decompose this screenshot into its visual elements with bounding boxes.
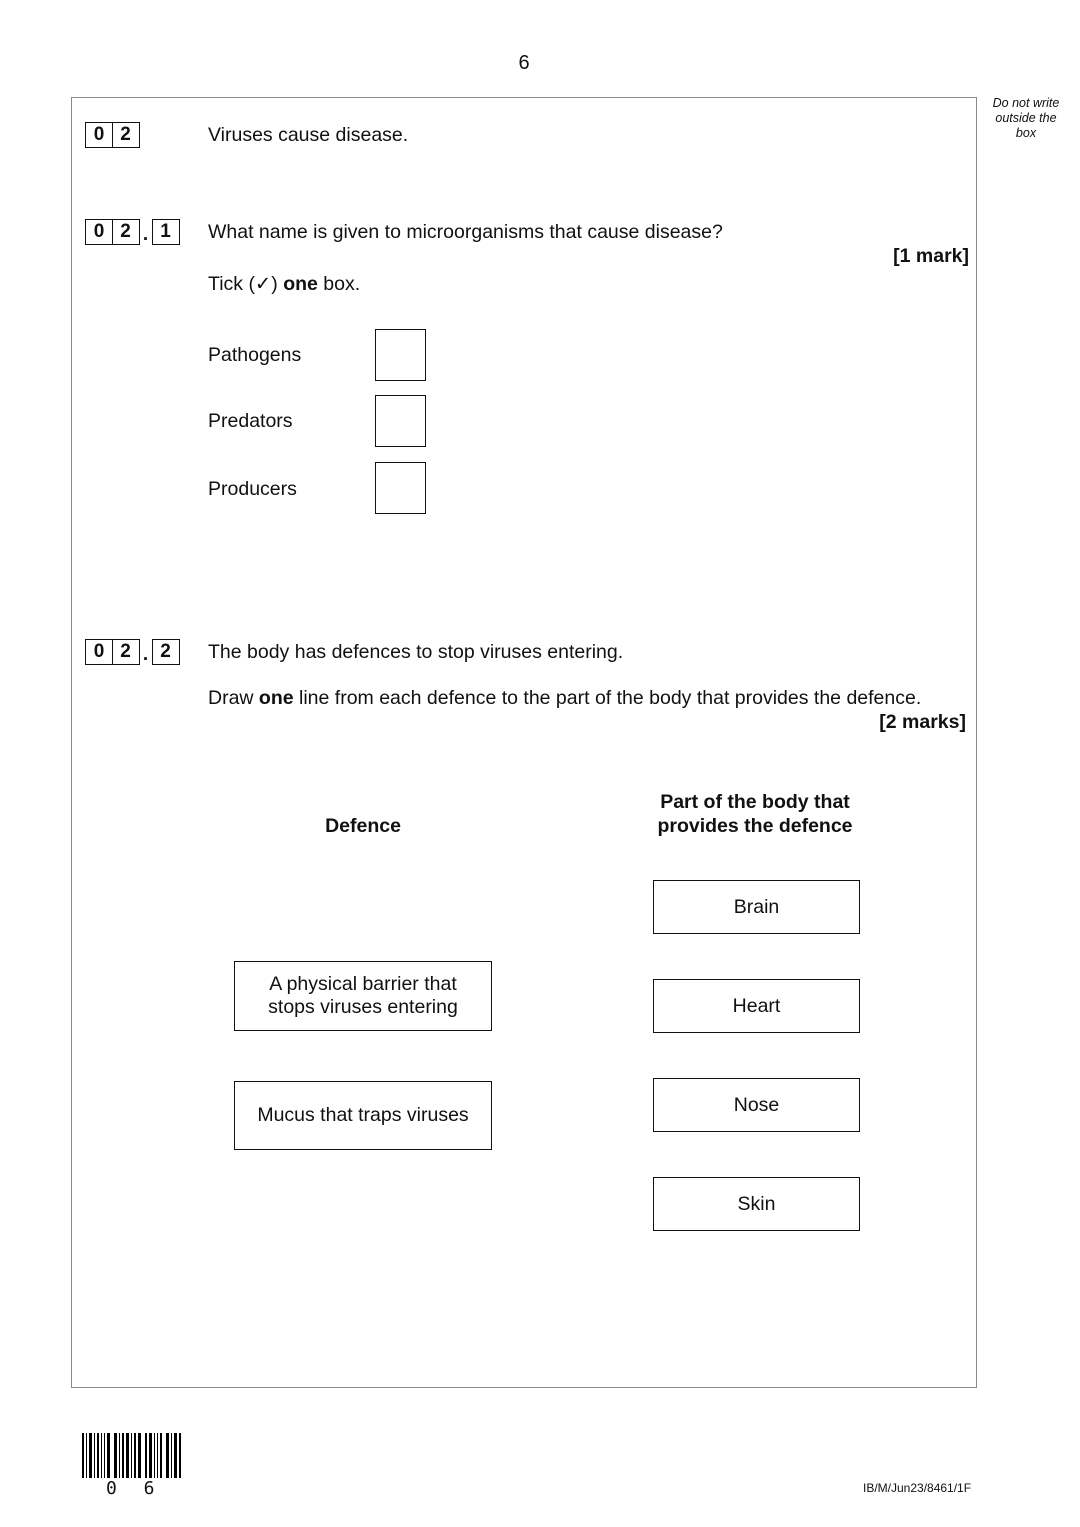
question-digit: 0 xyxy=(85,122,113,148)
defence-column-heading: Defence xyxy=(325,815,401,837)
defence-box-physical-barrier[interactable]: A physical barrier that stops viruses entering xyxy=(234,961,492,1031)
body-part-box-heart[interactable]: Heart xyxy=(653,979,860,1033)
question-digit: 0 xyxy=(85,639,113,665)
option-label-predators: Predators xyxy=(208,410,293,432)
defence-box-mucus[interactable]: Mucus that traps viruses xyxy=(234,1081,492,1150)
question-digit: 0 xyxy=(85,219,113,245)
question-digit: 2 xyxy=(112,639,140,665)
question-number-02 xyxy=(85,122,140,148)
marks-label: [1 mark] xyxy=(893,245,969,267)
question-02-stem: Viruses cause disease. xyxy=(208,124,409,146)
question-02-1-prompt: What name is given to microorganisms that cause disease? xyxy=(208,221,723,243)
draw-line-instruction: Draw one line from each defence to the part of the body that provides the defence. xyxy=(208,687,922,709)
body-part-box-skin[interactable]: Skin xyxy=(653,1177,860,1231)
question-dot: . xyxy=(142,644,149,665)
page-number: 6 xyxy=(518,52,530,74)
body-part-box-nose[interactable]: Nose xyxy=(653,1078,860,1132)
question-digit: 2 xyxy=(112,122,140,148)
question-02-2-stem: The body has defences to stop viruses entering. xyxy=(208,641,624,663)
barcode-number: 0 6 xyxy=(106,1478,163,1499)
question-dot: . xyxy=(142,224,149,245)
body-part-box-brain[interactable]: Brain xyxy=(653,880,860,934)
question-digit: 2 xyxy=(112,219,140,245)
tickbox-pathogens[interactable] xyxy=(375,329,426,381)
option-label-producers: Producers xyxy=(208,478,297,500)
question-digit: 2 xyxy=(152,639,180,665)
tick-instruction: Tick (✓) one box. xyxy=(208,273,361,295)
question-number-02-2 xyxy=(85,638,180,666)
barcode-icon xyxy=(82,1433,183,1478)
body-part-column-heading: Part of the body that provides the defence xyxy=(657,791,853,837)
question-number-02-1 xyxy=(85,218,180,246)
marks-label: [2 marks] xyxy=(879,711,966,733)
question-digit: 1 xyxy=(152,219,180,245)
option-label-pathogens: Pathogens xyxy=(208,344,302,366)
footer-code: IB/M/Jun23/8461/1F xyxy=(863,1481,972,1495)
tickbox-predators[interactable] xyxy=(375,395,426,447)
margin-note: Do not write outside the box xyxy=(992,96,1060,140)
tickbox-producers[interactable] xyxy=(375,462,426,514)
